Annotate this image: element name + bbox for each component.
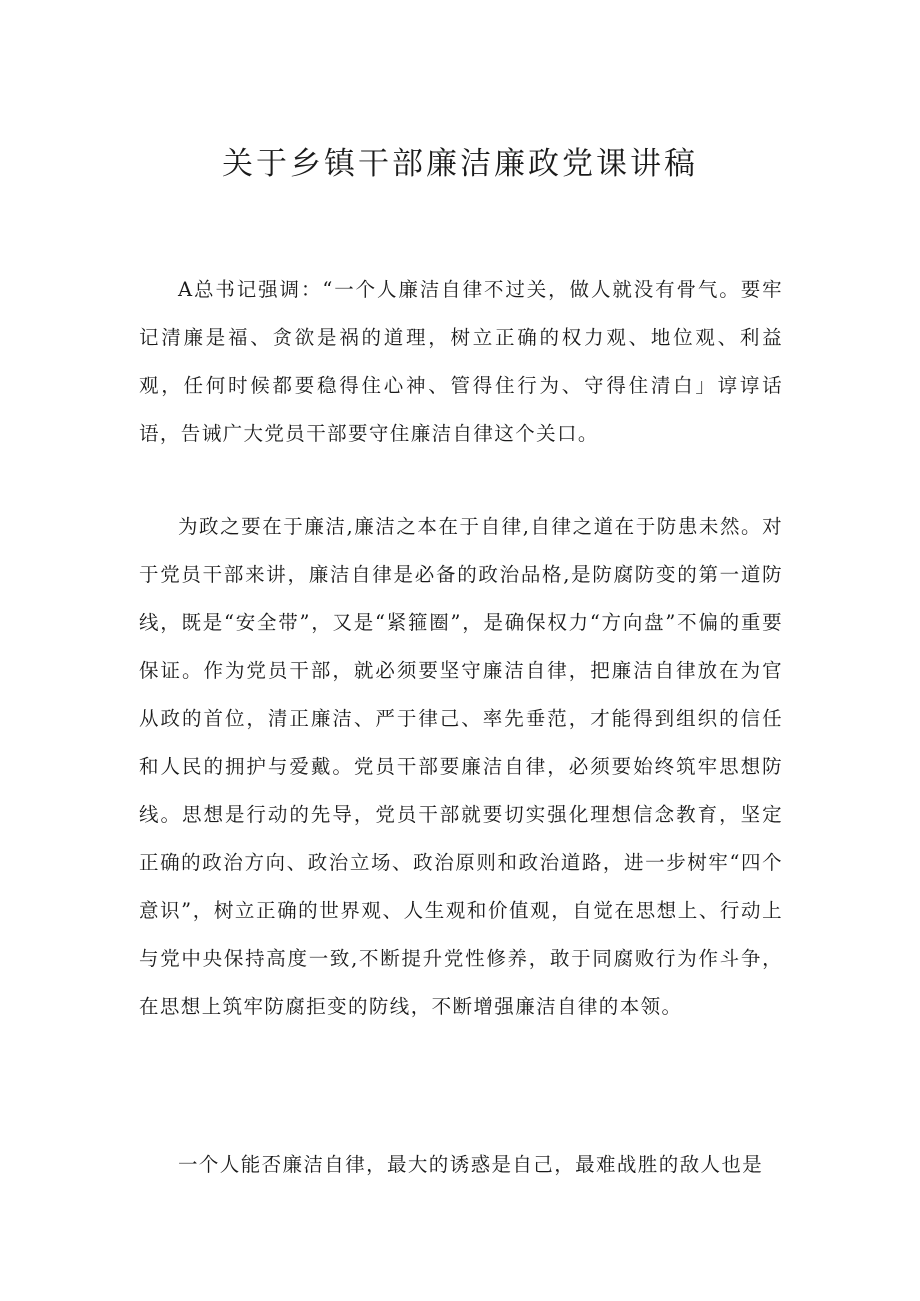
document-title: 关于乡镇干部廉洁廉政党课讲稿	[222, 146, 698, 182]
paragraph-1: A总书记强调：“一个人廉洁自律不过关，做人就没有骨气。要牢记清廉是福、贪欲是祸的道理，树立正确的权力观、地位观、利益观，任何时候都要稳得住心神、管得住行为、守得住清白」谆谆话语，告诫广大党员干部要守住廉洁自律这个关口。	[139, 278, 783, 445]
paragraph-2: 为政之要在于廉洁,廉洁之本在于自律,自律之道在于防患未然。对于党员干部来讲，廉洁自律是必备的政治品格,是防腐防变的第一道防线，既是“安全带”，又是“紧箍圈”，是确保权力“方向盘”不偏的重要保证。作为党员干部，就必须要坚守廉洁自律，把廉洁自律放在为官从政的首位，清正廉洁、严于律己、率先垂范，才能得到组织的信任和人民的拥护与爱戴。党员干部要廉洁自律，必须要始终筑牢思想防线。思想是行动的先导，党员干部就要切实强化理想信念教育，坚定正确的政治方向、政治立场、政治原则和政治道路，进一步树牢“四个意识”，树立正确的世界观、人生观和价值观，自觉在思想上、行动上与党中央保持高度一致,不断提升党性修养，敢于同腐败行为作斗争，在思想上筑牢防腐拒变的防线，不断增强廉洁自律的本领。	[139, 515, 783, 1018]
paragraph-3: 一个人能否廉洁自律，最大的诱惑是自己，最难战胜的敌人也是	[178, 1153, 764, 1176]
